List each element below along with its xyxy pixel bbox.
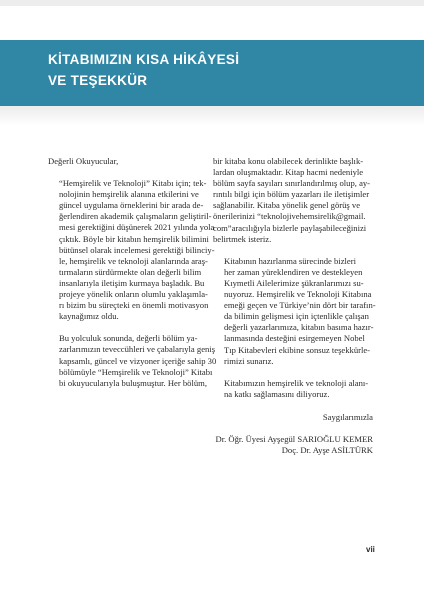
closing-regards: Saygılarımızla [322, 411, 373, 422]
text-line: insanlarıyla iletişim kurmaya başladık. Bu [59, 277, 205, 288]
text-line: bölümüyle “Hemşirelik ve Teknoloji” Kitabı [59, 366, 213, 377]
text-line: na katkı sağlamasını diliyoruz. [224, 388, 330, 399]
text-line: rıntılı bilgi için bölüm yazarları ile iletişimler [213, 189, 370, 200]
text-line: nolojinin hemşirelik alanına etkilerini ve [59, 189, 199, 200]
text-line: belirtmek isteriz. [213, 233, 272, 244]
text-line: zarlarımızın teveccühleri ve çabalarıyla geniş [59, 344, 216, 355]
text-line: her zaman yüreklendiren ve destekleyen [224, 266, 363, 277]
text-line: kaynağımız oldu. [59, 311, 119, 322]
salutation: Değerli Okuyucular, [48, 156, 119, 166]
signature-block [213, 434, 373, 456]
text-line: ğerlendiren akademik çalışmaların geliştiril- [59, 211, 212, 222]
text-line: değerli yazarlarımıza, kitabın basıma hazır- [224, 322, 374, 333]
signature-author-2: Doç. Dr. Ayşe ASİLTÜRK [281, 445, 373, 456]
text-line: Kitabının hazırlanma sürecinde bizleri [224, 255, 356, 266]
paragraph-thanks [213, 255, 376, 367]
paragraph-journey [48, 333, 217, 388]
header-banner [0, 40, 424, 106]
banner-shadow [0, 106, 424, 126]
title-line-1: KİTABIMIZIN KISA HİKÂYESİ [48, 52, 240, 67]
text-line: le, hemşirelik ve teknoloji alanlarında araş- [59, 255, 208, 266]
text-line: bi okuyucularıyla buluşmuştur. Her bölüm, [59, 377, 207, 388]
text-line: rimizi sunarız. [224, 355, 274, 366]
text-line: Kitabımızın hemşirelik ve teknoloji alanı- [224, 377, 369, 388]
paragraph-intro [48, 178, 215, 322]
page-number: vii [366, 545, 375, 554]
signature-author-1: Dr. Öğr. Üyesi Ayşegül SARIOĞLU KEMER [215, 433, 373, 444]
text-line: projeye yönelik onların olumlu yaklaşımla- [59, 289, 208, 300]
text-line: Kıymetli Ailelerimize şükranlarımızı su- [224, 277, 364, 288]
text-line: emeği geçen ve Türkiye’nin dört bir tarafın- [224, 300, 376, 311]
left-column [48, 156, 217, 389]
text-line: Bu yolculuk sonunda, değerli bölüm ya- [59, 333, 198, 344]
text-line: lardan oluşmaktadır. Kitap hacmi nedeniyle [213, 167, 364, 178]
text-line: “Hemşirelik ve Teknoloji” Kitabı için; tek- [59, 178, 207, 189]
paragraph-contact [213, 156, 373, 245]
text-line: rı bizim bu süreçteki en önemli motivasyon [59, 300, 209, 311]
text-line: sağlanabilir. Kitaba yönelik genel görüş ve [213, 200, 361, 211]
text-line: nuyoruz. Hemşirelik ve Teknoloji Kitabına [224, 289, 372, 300]
text-line: com”aracılığıyla bizlerle paylaşabileceğinizi [213, 222, 367, 233]
text-line: lanmasında desteğini esirgemeyen Nobel [224, 333, 365, 344]
text-line: kapsamlı, güncel ve vizyoner içeriğe sahip 30 [59, 355, 217, 366]
text-line: güncel uygulama örneklerini bir arada de- [59, 200, 204, 211]
text-line: Tıp Kitabevleri ekibine sonsuz teşekkürle- [224, 344, 371, 355]
text-line: bölüm sayfa sayıları sınırlandırılmış olup, ay- [213, 178, 371, 189]
text-line: mesi gerektiğini düşünerek 2021 yılında yola [59, 222, 215, 233]
text-line: da bilimin gelişmesi için içtenlikle çalışan [224, 311, 369, 322]
paragraph-wish [213, 378, 373, 400]
right-column [213, 156, 376, 456]
page-title [48, 49, 408, 91]
text-line: çıktık. Böyle bir kitabın hemşirelik bilimini [59, 233, 209, 244]
text-line: bir kitaba konu olabilecek derinlikte başlık- [213, 156, 364, 166]
page-top-edge [0, 0, 424, 6]
text-line: bütünsel olarak incelemesi gerektiği bilinciy- [59, 244, 215, 255]
title-line-2: VE TEŞEKKÜR [48, 73, 148, 88]
text-line: önerilerinizi “teknolojivehemsirelik@gmail. [213, 211, 366, 222]
text-line: tırmaların sürdürmekte olan değerli bilim [59, 266, 202, 277]
